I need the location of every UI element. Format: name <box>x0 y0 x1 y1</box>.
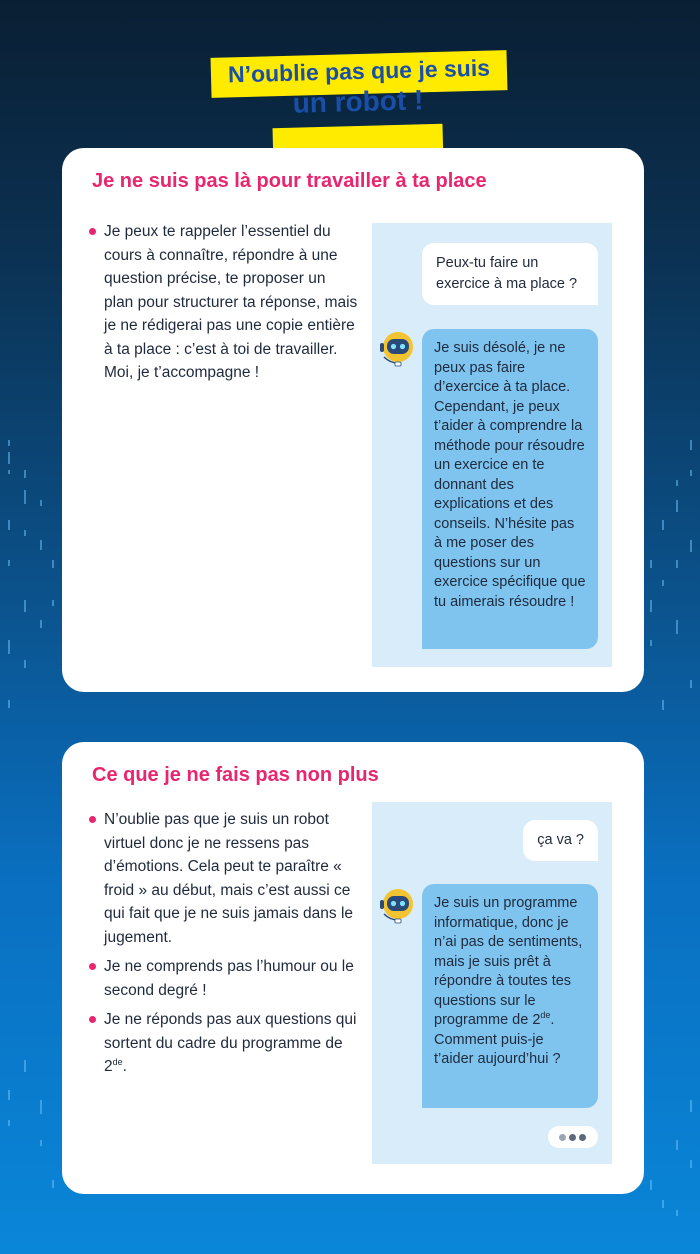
bullet-icon <box>89 1016 96 1023</box>
bot-message <box>422 884 598 1108</box>
typing-dot <box>559 1134 566 1141</box>
card-title: Je ne suis pas là pour travailler à ta place <box>92 170 487 192</box>
typing-dot <box>569 1134 576 1141</box>
bullet-icon <box>89 816 96 823</box>
list-item-end: . <box>122 1058 127 1075</box>
title-banner <box>205 48 515 128</box>
superscript: de <box>540 1010 551 1021</box>
bullet-icon <box>89 963 96 970</box>
bullet-list <box>88 220 358 391</box>
list-item <box>88 808 358 949</box>
list-item-text: Je ne comprends pas l’humour ou le second degré ! <box>104 958 354 999</box>
banner-title-line1: N’oublie pas que je suis <box>227 54 491 88</box>
bullet-icon <box>89 228 96 235</box>
bot-message-text-end: . Comment puis-je t’aider aujourd’hui ? <box>434 1012 561 1067</box>
card-not-here-to-work-for-you <box>62 148 644 692</box>
user-message: Peux-tu faire un exercice à ma place ? <box>422 243 598 305</box>
list-item-text: N’oublie pas que je suis un robot virtuel donc je ne ressens pas d’émotions. Cela peut te paraître « froid » au début, mais c’est aussi ce qui fait que je ne suis jamais dans le jugement. <box>104 811 354 946</box>
superscript: de <box>112 1056 123 1067</box>
bot-message: Je suis désolé, je ne peux pas faire d’exercice à ta place. Cependant, je peux t’aider à comprendre la méthode pour résoudre un exercice en te donnant des explications et des conseils. N’hésite pas à me poser des questions sur un exercice spécifique que tu aimerais résoudre ! <box>422 329 598 649</box>
robot-avatar-icon <box>378 884 418 924</box>
list-item <box>88 1008 358 1079</box>
banner-title-line2: un robot ! <box>292 84 424 119</box>
user-message: ça va ? <box>523 820 598 861</box>
bullet-list <box>88 808 358 1085</box>
list-item <box>88 955 358 1002</box>
card-title: Ce que je ne fais pas non plus <box>92 764 379 786</box>
typing-indicator-icon <box>548 1126 598 1148</box>
card-what-i-dont-do <box>62 742 644 1194</box>
list-item <box>88 220 358 385</box>
chat-panel <box>372 802 612 1164</box>
bot-message-text: Je suis un programme informatique, donc je n’ai pas de sentiments, mais je suis prêt à répondre à toutes tes questions sur le programme de 2 <box>434 895 583 1028</box>
list-item-text: Je peux te rappeler l’essentiel du cours à connaître, répondre à une question précise, te proposer un plan pour structurer ta réponse, mais je ne rédigerai pas une copie entière à ta place : c’est à toi de travailler. Moi, je t’accompagne ! <box>104 223 358 381</box>
typing-dot <box>579 1134 586 1141</box>
robot-avatar-icon <box>378 327 418 367</box>
list-item-text: Je ne réponds pas aux questions qui sortent du cadre du programme de 2 <box>104 1011 357 1075</box>
chat-panel <box>372 223 612 667</box>
